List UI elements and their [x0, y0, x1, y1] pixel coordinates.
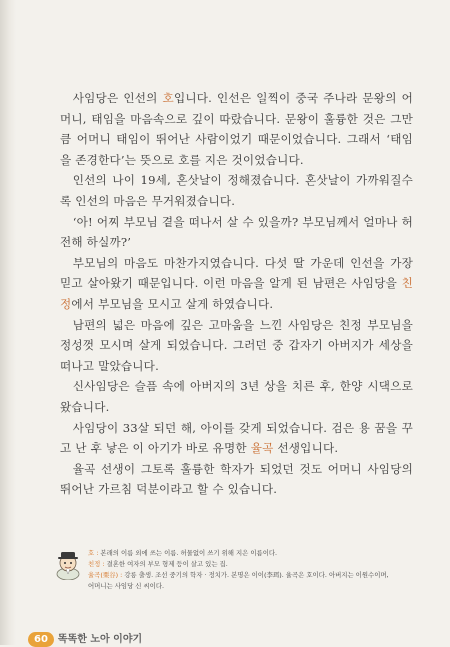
- note-chinjeong: 친정 : 결혼한 여자의 부모 형제 등이 살고 있는 집.: [88, 560, 228, 568]
- highlight-chinjeong: 친정: [60, 276, 413, 311]
- paragraph-1: 사임당은 인선의 호입니다. 인선은 일찍이 중국 주나라 문왕의 어머니, 태임을 마음속으로 깊이 따랐습니다. 문왕이 훌륭한 것은 그만큼 어머니 태임이 뛰어난 사람이었기 때문이었습니다. 그래서 ‘태임을 존경한다’는 뜻으로 호를 지은 것이었습니다.: [60, 91, 413, 167]
- note-ho: 호 : 본래의 이름 외에 쓰는 이름. 허물없이 쓰기 위해 지은 이름이다.: [88, 549, 278, 557]
- story-body: [60, 88, 413, 500]
- highlight-ho: 호: [162, 91, 174, 105]
- glossary-notes: [56, 548, 426, 592]
- paragraph-8: 율곡 선생이 그토록 훌륭한 학자가 되었던 것도 어머니 사임당의 뛰어난 가르침 덕분이라고 할 수 있습니다.: [60, 461, 413, 497]
- note-yulgok-continued: 어머니는 사임당 신 씨이다.: [88, 582, 165, 590]
- paragraph-5: 남편의 넓은 마음에 깊은 고마움을 느낀 사임당은 친정 부모님을 정성껏 모시며 살게 되었습니다. 그러던 중 갑자기 아버지가 세상을 떠나고 말았습니다.: [60, 317, 413, 373]
- page-gutter-shadow: [0, 0, 16, 645]
- paragraph-7: 사임당이 33살 되던 해, 아이를 갖게 되었습니다. 검은 용 꿈을 꾸고 난 후 낳은 이 아기가 바로 유명한 율곡 선생입니다.: [60, 420, 413, 456]
- paragraph-2: 인선의 나이 19세, 혼삿날이 정해졌습니다. 혼삿날이 가까워질수록 인선의 마음은 무거워졌습니다.: [60, 173, 413, 208]
- paragraph-4: 부모님의 마음도 마찬가지였습니다. 다섯 딸 가운데 인선을 가장 믿고 살아왔기 때문입니다. 이런 마음을 알게 된 남편은 사임당을 친정에서 부모님을 모시고 살게 하였습니다.: [60, 255, 413, 311]
- highlight-yulgok: 율곡: [250, 441, 274, 456]
- paragraph-6: 신사임당은 슬픔 속에 아버지의 3년 상을 치른 후, 한양 시댁으로 왔습니다.: [60, 379, 413, 414]
- paragraph-3: ‘아! 어찌 부모님 곁을 떠나서 살 수 있을까? 부모님께서 얼마나 허전해 하실까?’: [60, 214, 413, 250]
- page-number: 60: [28, 632, 54, 647]
- book-title: 똑똑한 노아 이야기: [57, 634, 143, 645]
- page-footer: [28, 630, 142, 645]
- note-yulgok: 율곡(栗谷) : 강릉 출생. 조선 중기의 학자 · 정치가. 본명은 이이(李珥). 율곡은 호이다. 아버지는 이원수이며,: [88, 571, 389, 579]
